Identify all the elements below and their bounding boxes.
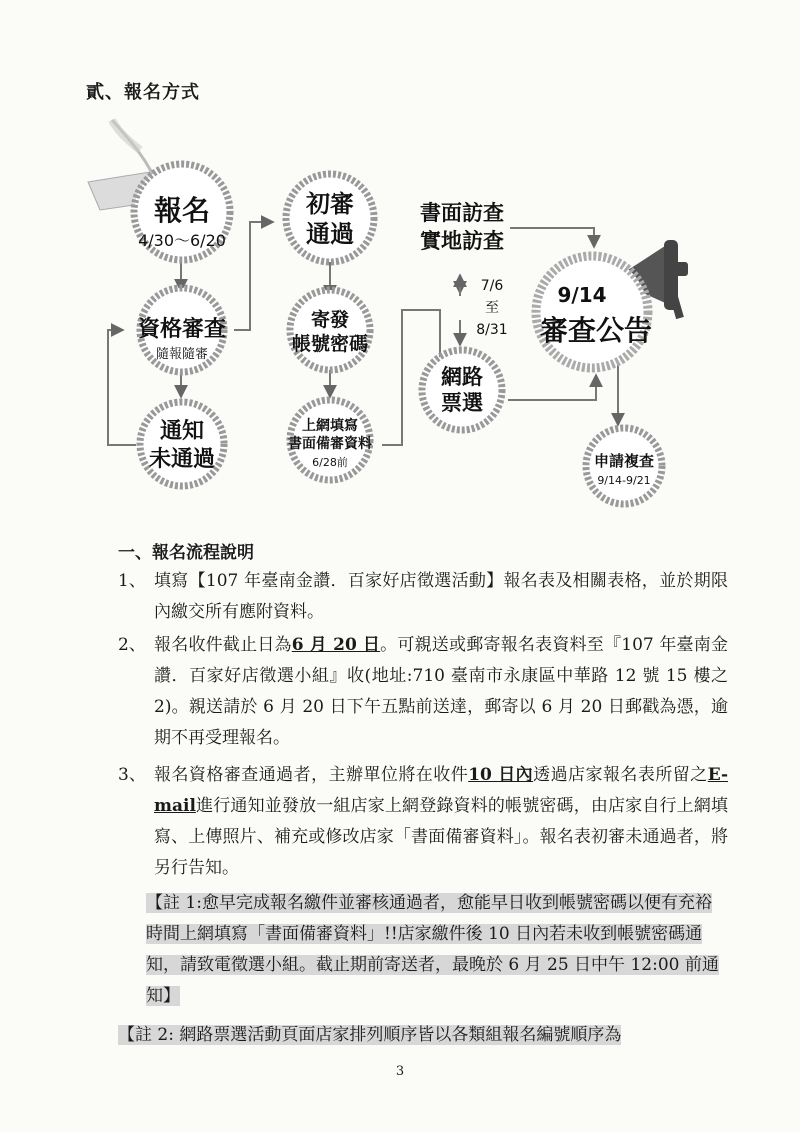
item-number: 1、 (118, 571, 146, 591)
note-2: 【註 2: 網路票選活動頁面店家排列順序皆以各類組報名編號順序為 (118, 1025, 622, 1045)
item-text: 報名資格審查通過者，主辦單位將在收件10 日內透過店家報名表所留之E-mail進行通知並發放一組店家上網登錄資料的帳號密碼，由店家自行上網填寫、上傳照片、補充或修改店家「書面備審資料」。報名表初審未通過者，將另行告知。 (154, 765, 729, 878)
note-1: 【註 1:愈早完成報名繳件並審核通過者，愈能早日收到帳號密碼以便有充裕時間上網填寫「書面備審資料」!!店家繳件後 10 日內若未收到帳號密碼通知，請致電徵選小組。截止期前寄送者，最晚於 6 月 25 日中午 12:00 前通知】 (146, 893, 719, 1006)
deadline-emphasis: 6 月 20 日 (291, 635, 381, 655)
subsection-title: 一、報名流程說明 (118, 543, 254, 563)
node-upload (288, 400, 372, 480)
range-line1: 7/6 (480, 278, 504, 294)
node-signup (134, 164, 230, 260)
node-review (586, 428, 662, 504)
announce-title: 審查公告 (539, 314, 653, 347)
qualify-sub: 隨報隨審 (155, 347, 209, 362)
list-item (118, 760, 728, 884)
item-text: 填寫【107 年臺南金讚．百家好店徵選活動】報名表及相關表格，並於期限內繳交所有應附資料。 (154, 571, 728, 622)
qualify-title: 資格審查 (137, 317, 227, 342)
item-number: 2、 (118, 635, 146, 655)
flow-diagram (0, 0, 800, 520)
upload-line1: 上網填寫 (302, 418, 358, 434)
signup-date: 4/30～6/20 (138, 231, 226, 250)
list-item (118, 566, 728, 628)
node-send (290, 290, 370, 370)
vote-line2: 票選 (441, 391, 483, 415)
review-title: 申請複查 (593, 452, 655, 470)
node-vote (422, 350, 502, 430)
node-notify (140, 402, 224, 486)
date-range (476, 278, 507, 338)
range-line2: 至 (485, 300, 499, 316)
item-text: 報名收件截止日為6 月 20 日。可親送或郵寄報名表資料至『107 年臺南金讚．百家好店徵選小組』收(地址:710 臺南市永康區中華路 12 號 15 樓之 2)。親送請於 6 月 20 日下午五點前送達，郵寄以 6 月 20 日郵戳為憑，逾期不再受理報名。 (154, 635, 728, 748)
initial-line1: 初審 (306, 190, 354, 218)
notify-line2: 未通過 (148, 447, 216, 472)
range-line3: 8/31 (476, 322, 508, 338)
node-qualify (138, 288, 226, 372)
list-item (118, 630, 728, 754)
item-number: 3、 (118, 765, 146, 785)
notify-line1: 通知 (159, 419, 205, 444)
send-line1: 寄發 (310, 309, 350, 331)
upload-line2: 書面備審資料 (288, 436, 372, 452)
days-emphasis: 10 日內 (468, 765, 534, 785)
vote-line1: 網路 (441, 365, 483, 389)
visit-line2: 實地訪查 (420, 229, 504, 253)
node-initial (286, 174, 374, 262)
email-emphasis: E-mail (154, 765, 729, 816)
visit-line1: 書面訪查 (420, 201, 504, 225)
upload-date: 6/28前 (312, 456, 348, 469)
section-title: 貳、報名方式 (86, 82, 200, 103)
node-visit (420, 201, 504, 253)
signup-title: 報名 (153, 194, 211, 227)
review-date: 9/14-9/21 (597, 474, 651, 487)
send-line2: 帳號密碼 (291, 333, 369, 355)
announce-date: 9/14 (557, 283, 607, 307)
initial-line2: 通過 (306, 220, 354, 248)
page-number: 3 (395, 1064, 405, 1079)
